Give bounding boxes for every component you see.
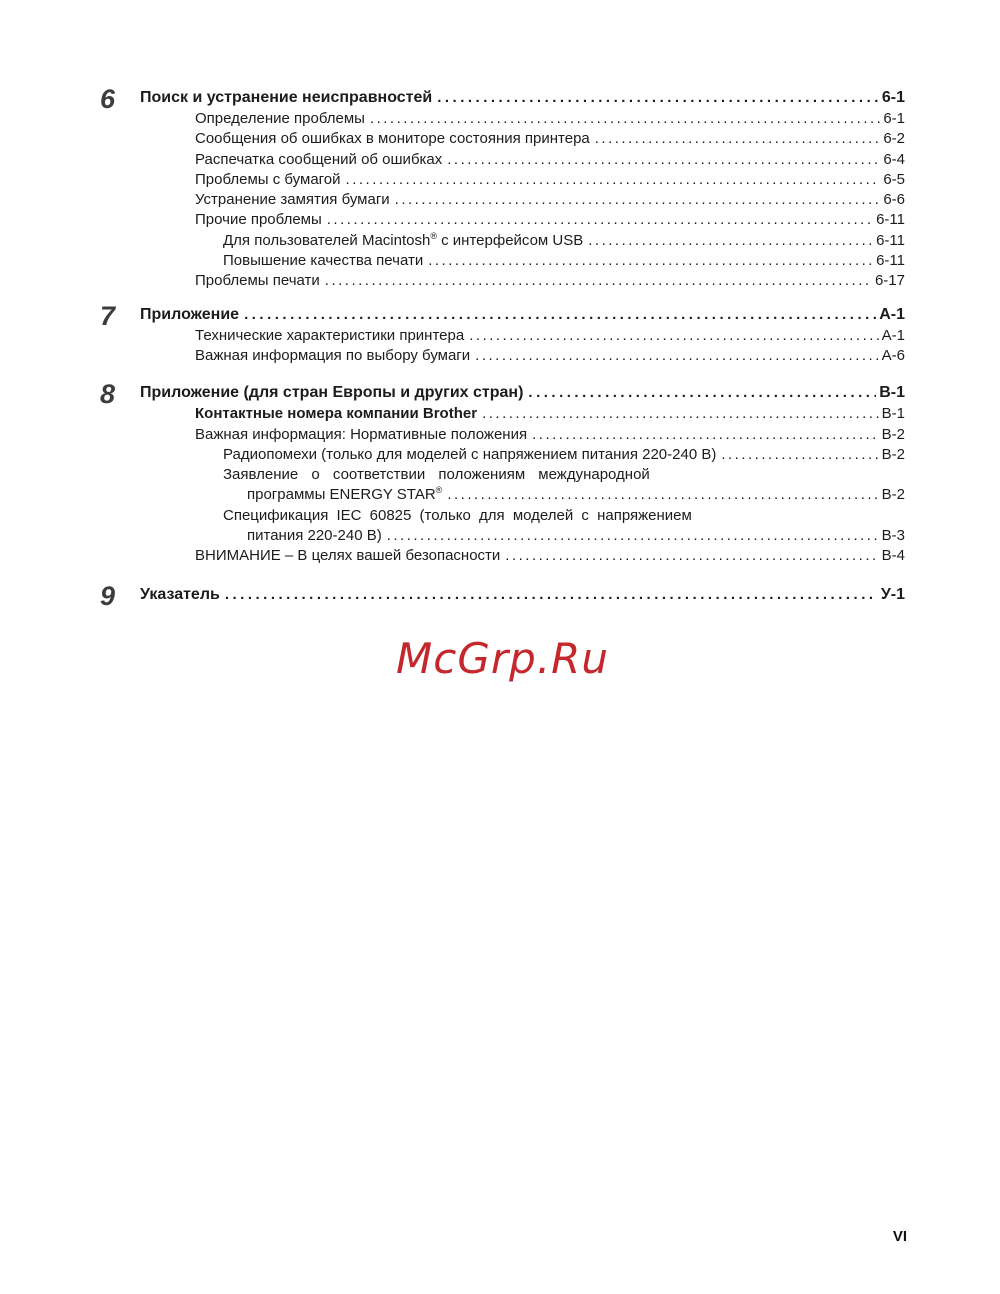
toc-entry-label: питания 220-240 В)	[247, 527, 382, 545]
chapter-page: У-1	[880, 585, 905, 603]
toc-entry-label: Заявление о соответствии положениям международной	[223, 466, 650, 484]
registered-mark: ®	[430, 230, 437, 241]
chapter-title: Приложение (для стран Европы и других стран)	[140, 384, 524, 402]
dot-leader	[721, 445, 878, 465]
dot-leader	[469, 326, 878, 346]
chapter-number: 8	[100, 379, 115, 410]
toc-entry-page: B-3	[881, 527, 905, 545]
dot-leader	[346, 170, 881, 190]
toc-chapter-6	[100, 84, 905, 292]
chapter-number: 7	[100, 300, 115, 331]
toc-chapter-heading	[140, 304, 905, 326]
toc-entry-page: 6-2	[883, 130, 905, 148]
toc-entry-page: A-6	[881, 346, 905, 364]
toc-entry-label-text: Для пользователей Macintosh	[223, 231, 431, 249]
toc-chapter-heading	[140, 382, 905, 404]
toc-entry-page: 6-5	[883, 170, 905, 188]
chapter-title: Приложение	[140, 305, 240, 323]
dot-leader	[595, 129, 881, 149]
toc-entry	[140, 445, 905, 465]
toc-entry-label: ВНИМАНИЕ – В целях вашей безопасности	[195, 547, 501, 565]
dot-leader	[532, 425, 879, 445]
toc-entry	[140, 326, 905, 346]
toc-chapter-9	[100, 580, 905, 611]
toc-entry	[140, 271, 905, 291]
dot-leader	[588, 231, 873, 251]
dot-leader	[225, 584, 872, 606]
toc-chapter-7	[100, 300, 905, 367]
toc-entry	[140, 129, 905, 149]
toc-entry-page: 6-11	[876, 252, 905, 270]
toc-entry	[140, 170, 905, 190]
dot-leader	[505, 546, 878, 566]
toc-chapter-heading	[140, 87, 905, 109]
dot-leader	[482, 404, 879, 424]
toc-entry	[140, 526, 905, 546]
toc-entry-label: Проблемы с бумагой	[195, 170, 341, 188]
toc-entry-label: Устранение замятия бумаги	[195, 191, 390, 209]
toc-entry	[140, 546, 905, 566]
toc-entry-label: Радиопомехи (только для моделей с напряжением питания 220-240 В)	[223, 445, 717, 463]
dot-leader	[395, 190, 881, 210]
toc-entry-page: 6-6	[883, 191, 905, 209]
dot-leader	[370, 109, 880, 129]
chapter-number: 9	[100, 580, 115, 611]
chapter-title: Указатель	[140, 585, 220, 603]
toc-chapter-8	[100, 379, 905, 566]
dot-leader	[447, 485, 878, 505]
toc-entry-label: Важная информация: Нормативные положения	[195, 425, 528, 443]
dot-leader	[325, 271, 872, 291]
toc-entry	[140, 190, 905, 210]
toc-chapter-heading	[140, 584, 905, 606]
toc-entry-page: 6-1	[883, 110, 905, 127]
dot-leader	[387, 526, 879, 546]
toc-entry-label	[223, 231, 583, 251]
dot-leader	[244, 304, 876, 326]
toc-entry-label: Проблемы печати	[195, 272, 320, 290]
chapter-number: 6	[100, 84, 115, 114]
toc-entry	[140, 506, 905, 526]
toc-entry-label: Технические характеристики принтера	[195, 326, 465, 344]
toc-entry	[140, 251, 905, 271]
chapter-title: Поиск и устранение неисправностей	[140, 89, 433, 106]
dot-leader	[528, 382, 876, 404]
chapter-page: B-1	[879, 384, 905, 402]
toc-entry-label: Определение проблемы	[195, 110, 365, 127]
toc-entry	[140, 346, 905, 366]
chapter-page: 6-1	[881, 89, 905, 106]
site-watermark: McGrp.Ru	[396, 633, 609, 683]
toc-entry-label: Прочие проблемы	[195, 211, 322, 229]
toc-entry	[140, 404, 905, 424]
toc-entry-page: 6-4	[883, 150, 905, 168]
dot-leader	[428, 251, 873, 271]
toc-entry	[140, 150, 905, 170]
toc-entry	[140, 109, 905, 129]
toc-entry-label: Сообщения об ошибках в мониторе состояния принтера	[195, 130, 590, 148]
dot-leader	[437, 87, 879, 109]
toc-entry-label: Важная информация по выбору бумаги	[195, 346, 471, 364]
toc-entry-page: B-2	[881, 486, 905, 504]
page-number: VI	[892, 1228, 907, 1245]
dot-leader	[447, 150, 880, 170]
toc-entry-page: 6-11	[876, 231, 905, 249]
dot-leader	[475, 346, 879, 366]
toc-entry-label	[247, 485, 442, 505]
toc-entry-label-text: программы ENERGY STAR	[247, 486, 436, 504]
toc-entry-page: B-2	[881, 425, 905, 443]
toc-entry	[140, 231, 905, 251]
toc-entry	[140, 210, 905, 230]
toc-entry-page: 6-11	[876, 211, 905, 229]
toc-entry-label: Распечатка сообщений об ошибках	[195, 150, 443, 168]
toc-entry-page: 6-17	[874, 272, 905, 290]
toc-entry-page: A-1	[881, 326, 905, 344]
toc-entry-page: B-2	[881, 445, 905, 463]
toc-entry-label: Контактные номера компании Brother	[195, 405, 478, 423]
toc-entry-label-text: с интерфейсом USB	[436, 231, 584, 249]
toc-entry-label: Спецификация IEC 60825 (только для моделей с напряжением	[223, 506, 692, 524]
toc-entry	[140, 485, 905, 505]
toc-entry-label: Повышение качества печати	[223, 252, 424, 270]
dot-leader	[327, 210, 873, 230]
toc-entry	[140, 425, 905, 445]
toc-entry-page: B-4	[881, 547, 905, 565]
chapter-page: A-1	[879, 305, 905, 323]
toc-entry	[140, 465, 905, 485]
toc-entry-page: B-1	[881, 405, 905, 423]
registered-mark: ®	[435, 485, 443, 496]
